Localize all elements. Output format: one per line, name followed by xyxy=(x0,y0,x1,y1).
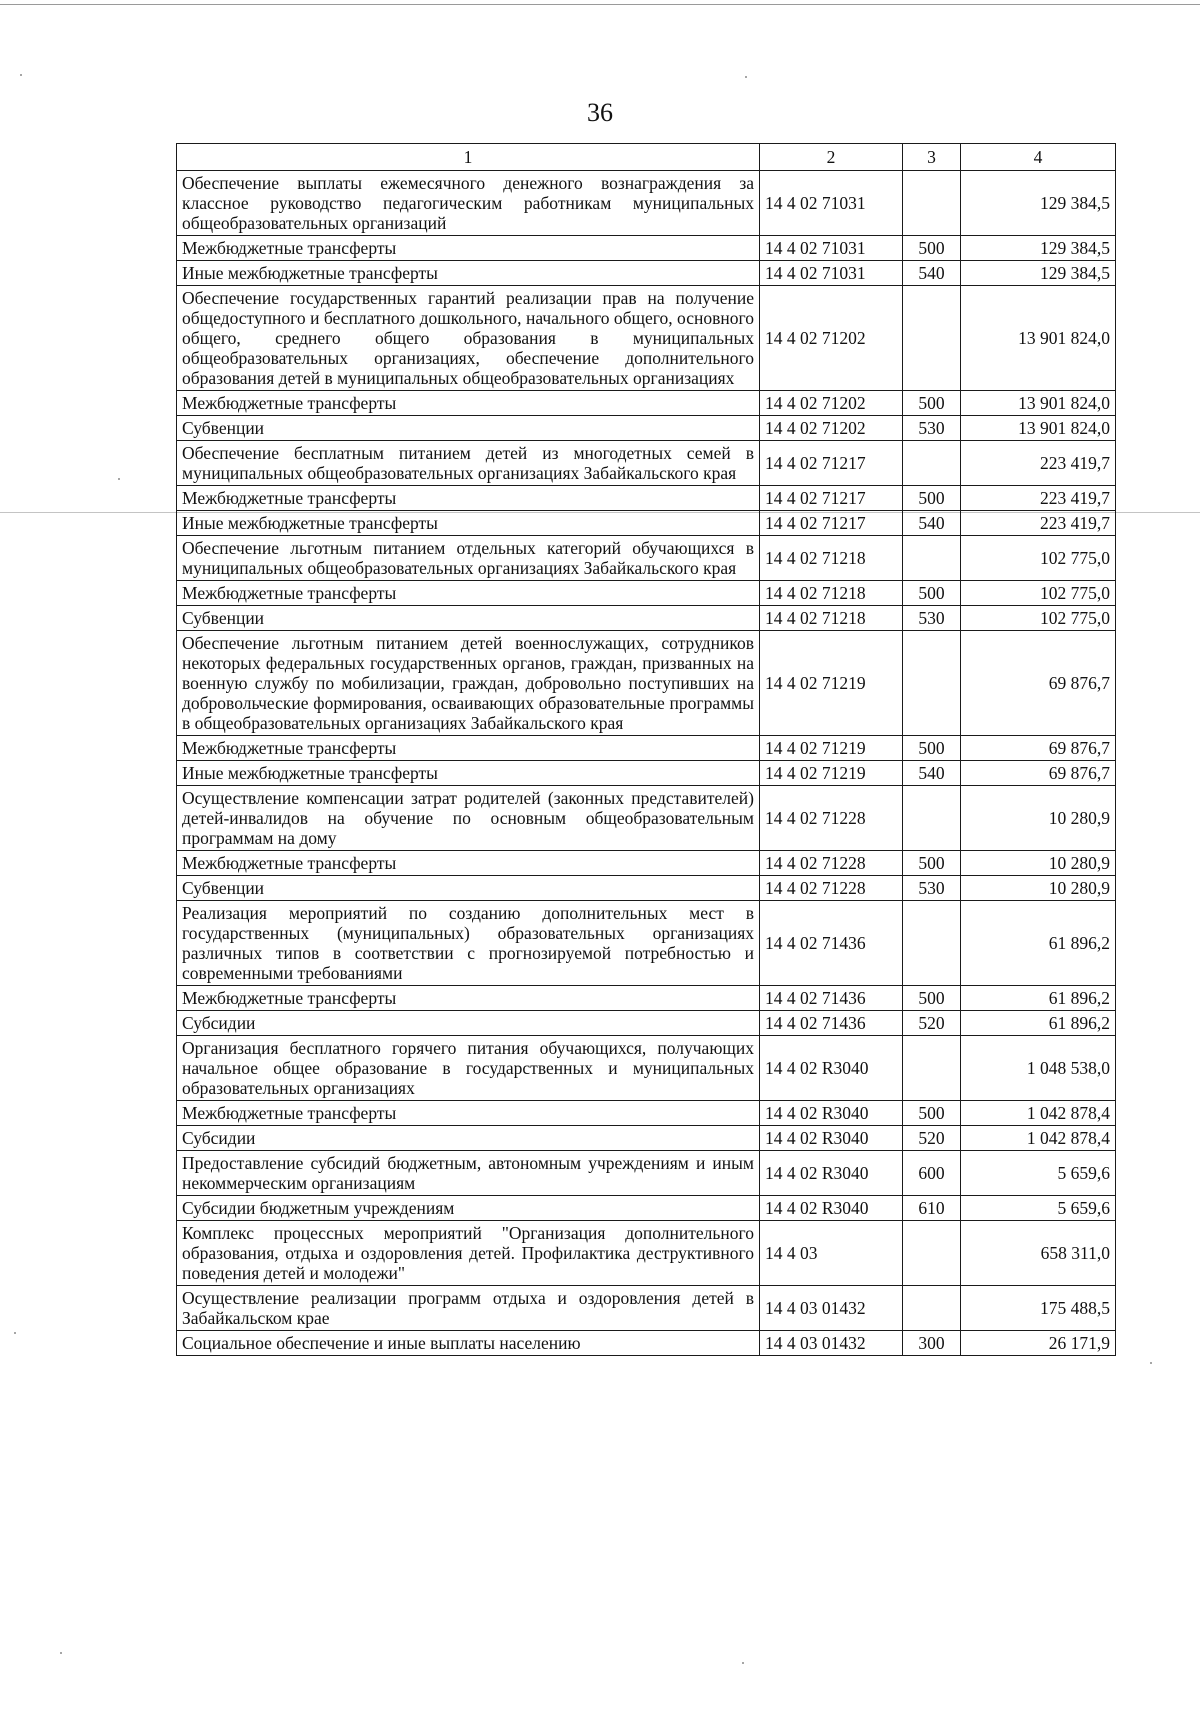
table-row xyxy=(177,631,1116,736)
expense-name: Осуществление реализации программ отдыха и оздоровления детей в Забайкальском крае xyxy=(177,1286,760,1331)
table-row xyxy=(177,736,1116,761)
target-code: 14 4 02 R3040 xyxy=(760,1036,903,1101)
expense-name: Межбюджетные трансферты xyxy=(177,581,760,606)
amount: 102 775,0 xyxy=(961,581,1116,606)
amount: 13 901 824,0 xyxy=(961,416,1116,441)
table-row xyxy=(177,1126,1116,1151)
amount: 5 659,6 xyxy=(961,1151,1116,1196)
amount: 1 042 878,4 xyxy=(961,1126,1116,1151)
expense-name: Межбюджетные трансферты xyxy=(177,391,760,416)
target-code: 14 4 02 71202 xyxy=(760,286,903,391)
expense-name: Межбюджетные трансферты xyxy=(177,1101,760,1126)
target-code: 14 4 02 71217 xyxy=(760,511,903,536)
target-code: 14 4 02 71202 xyxy=(760,416,903,441)
column-header-4: 4 xyxy=(961,144,1116,171)
expense-name: Обеспечение бесплатным питанием детей из многодетных семей в муниципальных общеобразовательных организациях Забайкальского края xyxy=(177,441,760,486)
expense-name: Иные межбюджетные трансферты xyxy=(177,511,760,536)
target-code: 14 4 02 71218 xyxy=(760,606,903,631)
expense-type: 540 xyxy=(903,511,961,536)
expense-name: Межбюджетные трансферты xyxy=(177,986,760,1011)
target-code: 14 4 03 01432 xyxy=(760,1331,903,1356)
target-code: 14 4 02 R3040 xyxy=(760,1101,903,1126)
target-code: 14 4 02 71217 xyxy=(760,486,903,511)
expense-type xyxy=(903,631,961,736)
expense-type xyxy=(903,171,961,236)
expense-type: 500 xyxy=(903,851,961,876)
expense-name: Обеспечение государственных гарантий реализации прав на получение общедоступного и бесплатного дошкольного, начального общего, основного общего, среднего общего образования в муниципальных общеобразовательных организациях, обеспечение дополнительного образования детей в муниципальных общеобразовательных организациях xyxy=(177,286,760,391)
expense-type: 530 xyxy=(903,606,961,631)
table-row xyxy=(177,1331,1116,1356)
table-row xyxy=(177,286,1116,391)
scan-speck xyxy=(20,74,22,76)
column-header-1: 1 xyxy=(177,144,760,171)
expense-type: 530 xyxy=(903,876,961,901)
target-code: 14 4 02 71202 xyxy=(760,391,903,416)
table-row xyxy=(177,236,1116,261)
target-code: 14 4 02 R3040 xyxy=(760,1151,903,1196)
table-row xyxy=(177,536,1116,581)
target-code: 14 4 02 71228 xyxy=(760,876,903,901)
amount: 129 384,5 xyxy=(961,236,1116,261)
expense-type xyxy=(903,901,961,986)
amount: 13 901 824,0 xyxy=(961,391,1116,416)
amount: 223 419,7 xyxy=(961,511,1116,536)
expense-name: Комплекс процессных мероприятий "Организация дополнительного образования, отдыха и оздоровления детей. Профилактика деструктивного поведения детей и молодежи" xyxy=(177,1221,760,1286)
table-row xyxy=(177,851,1116,876)
page-number: 36 xyxy=(587,98,613,127)
expense-name: Межбюджетные трансферты xyxy=(177,736,760,761)
amount: 26 171,9 xyxy=(961,1331,1116,1356)
amount: 129 384,5 xyxy=(961,261,1116,286)
expense-type: 520 xyxy=(903,1126,961,1151)
target-code: 14 4 02 R3040 xyxy=(760,1126,903,1151)
amount: 69 876,7 xyxy=(961,761,1116,786)
column-header-3: 3 xyxy=(903,144,961,171)
table-row xyxy=(177,416,1116,441)
amount: 223 419,7 xyxy=(961,486,1116,511)
expense-type: 500 xyxy=(903,736,961,761)
expense-type xyxy=(903,1286,961,1331)
budget-table xyxy=(176,143,1116,1356)
table-row xyxy=(177,1151,1116,1196)
target-code: 14 4 02 71219 xyxy=(760,761,903,786)
table-row xyxy=(177,1196,1116,1221)
amount: 1 048 538,0 xyxy=(961,1036,1116,1101)
expense-type xyxy=(903,286,961,391)
expense-type: 600 xyxy=(903,1151,961,1196)
expense-type: 500 xyxy=(903,986,961,1011)
target-code: 14 4 02 71436 xyxy=(760,1011,903,1036)
amount: 10 280,9 xyxy=(961,851,1116,876)
table-row xyxy=(177,1036,1116,1101)
scan-speck xyxy=(14,1332,16,1334)
expense-type xyxy=(903,536,961,581)
amount: 10 280,9 xyxy=(961,876,1116,901)
table-row xyxy=(177,171,1116,236)
expense-name: Обеспечение выплаты ежемесячного денежного вознаграждения за классное руководство педагогическим работникам муниципальных общеобразовательных организаций xyxy=(177,171,760,236)
expense-name: Межбюджетные трансферты xyxy=(177,236,760,261)
amount: 69 876,7 xyxy=(961,736,1116,761)
expense-name: Субвенции xyxy=(177,876,760,901)
table-row xyxy=(177,581,1116,606)
target-code: 14 4 02 71031 xyxy=(760,171,903,236)
target-code: 14 4 02 71218 xyxy=(760,536,903,581)
expense-name: Субсидии xyxy=(177,1011,760,1036)
amount: 13 901 824,0 xyxy=(961,286,1116,391)
amount: 102 775,0 xyxy=(961,606,1116,631)
amount: 61 896,2 xyxy=(961,986,1116,1011)
expense-type: 500 xyxy=(903,581,961,606)
expense-type: 500 xyxy=(903,391,961,416)
expense-type: 500 xyxy=(903,486,961,511)
column-header-2: 2 xyxy=(760,144,903,171)
expense-name: Субсидии бюджетным учреждениям xyxy=(177,1196,760,1221)
expense-type: 500 xyxy=(903,236,961,261)
amount: 129 384,5 xyxy=(961,171,1116,236)
amount: 5 659,6 xyxy=(961,1196,1116,1221)
expense-name: Межбюджетные трансферты xyxy=(177,851,760,876)
expense-name: Субвенции xyxy=(177,606,760,631)
target-code: 14 4 02 71436 xyxy=(760,901,903,986)
scan-speck xyxy=(1150,1362,1152,1364)
expense-name: Организация бесплатного горячего питания обучающихся, получающих начальное общее образование в государственных и муниципальных образовательных организациях xyxy=(177,1036,760,1101)
expense-name: Обеспечение льготным питанием отдельных категорий обучающихся в муниципальных общеобразовательных организациях Забайкальского края xyxy=(177,536,760,581)
expense-type: 300 xyxy=(903,1331,961,1356)
table-row xyxy=(177,1286,1116,1331)
expense-type: 540 xyxy=(903,261,961,286)
expense-type xyxy=(903,441,961,486)
expense-type: 530 xyxy=(903,416,961,441)
expense-type: 520 xyxy=(903,1011,961,1036)
table-row xyxy=(177,876,1116,901)
target-code: 14 4 03 01432 xyxy=(760,1286,903,1331)
amount: 223 419,7 xyxy=(961,441,1116,486)
target-code: 14 4 02 71228 xyxy=(760,851,903,876)
table-row xyxy=(177,441,1116,486)
target-code: 14 4 02 71219 xyxy=(760,736,903,761)
target-code: 14 4 02 71436 xyxy=(760,986,903,1011)
amount: 658 311,0 xyxy=(961,1221,1116,1286)
target-code: 14 4 02 71218 xyxy=(760,581,903,606)
table-row xyxy=(177,901,1116,986)
table-row xyxy=(177,261,1116,286)
table-row xyxy=(177,1101,1116,1126)
scan-speck xyxy=(60,1652,62,1654)
expense-type: 540 xyxy=(903,761,961,786)
expense-name: Иные межбюджетные трансферты xyxy=(177,761,760,786)
amount: 10 280,9 xyxy=(961,786,1116,851)
table-row xyxy=(177,761,1116,786)
expense-name: Межбюджетные трансферты xyxy=(177,486,760,511)
expense-name: Осуществление компенсации затрат родителей (законных представителей) детей-инвалидов на обучение по основным общеобразовательным программам на дому xyxy=(177,786,760,851)
expense-name: Реализация мероприятий по созданию дополнительных мест в государственных (муниципальных) образовательных организациях различных типов в соответствии с прогнозируемой потребностью и современными требованиями xyxy=(177,901,760,986)
table-row xyxy=(177,511,1116,536)
expense-type xyxy=(903,786,961,851)
amount: 175 488,5 xyxy=(961,1286,1116,1331)
target-code: 14 4 02 71031 xyxy=(760,236,903,261)
amount: 61 896,2 xyxy=(961,1011,1116,1036)
amount: 69 876,7 xyxy=(961,631,1116,736)
amount: 1 042 878,4 xyxy=(961,1101,1116,1126)
expense-name: Социальное обеспечение и иные выплаты населению xyxy=(177,1331,760,1356)
table-row xyxy=(177,786,1116,851)
expense-type: 610 xyxy=(903,1196,961,1221)
table-header-row xyxy=(177,144,1116,171)
expense-name: Субсидии xyxy=(177,1126,760,1151)
expense-name: Обеспечение льготным питанием детей военнослужащих, сотрудников некоторых федеральных государственных органов, граждан, призванных на военную службу по мобилизации, граждан, добровольно поступивших на добровольческие формирования, осваивающих образовательные программы в общеобразовательных организациях Забайкальского края xyxy=(177,631,760,736)
target-code: 14 4 03 xyxy=(760,1221,903,1286)
table-row xyxy=(177,391,1116,416)
expense-type: 500 xyxy=(903,1101,961,1126)
target-code: 14 4 02 71219 xyxy=(760,631,903,736)
expense-name: Иные межбюджетные трансферты xyxy=(177,261,760,286)
expense-name: Предоставление субсидий бюджетным, автономным учреждениям и иным некоммерческим организациям xyxy=(177,1151,760,1196)
table-row xyxy=(177,1011,1116,1036)
scan-speck xyxy=(742,1662,744,1664)
table-row xyxy=(177,486,1116,511)
target-code: 14 4 02 71031 xyxy=(760,261,903,286)
expense-type xyxy=(903,1221,961,1286)
expense-type xyxy=(903,1036,961,1101)
amount: 102 775,0 xyxy=(961,536,1116,581)
target-code: 14 4 02 71228 xyxy=(760,786,903,851)
expense-name: Субвенции xyxy=(177,416,760,441)
table-row xyxy=(177,986,1116,1011)
target-code: 14 4 02 71217 xyxy=(760,441,903,486)
target-code: 14 4 02 R3040 xyxy=(760,1196,903,1221)
scan-speck xyxy=(745,76,747,78)
scan-speck xyxy=(118,478,120,480)
scan-artifact-top-line xyxy=(0,4,1200,5)
table-row xyxy=(177,606,1116,631)
table-row xyxy=(177,1221,1116,1286)
amount: 61 896,2 xyxy=(961,901,1116,986)
